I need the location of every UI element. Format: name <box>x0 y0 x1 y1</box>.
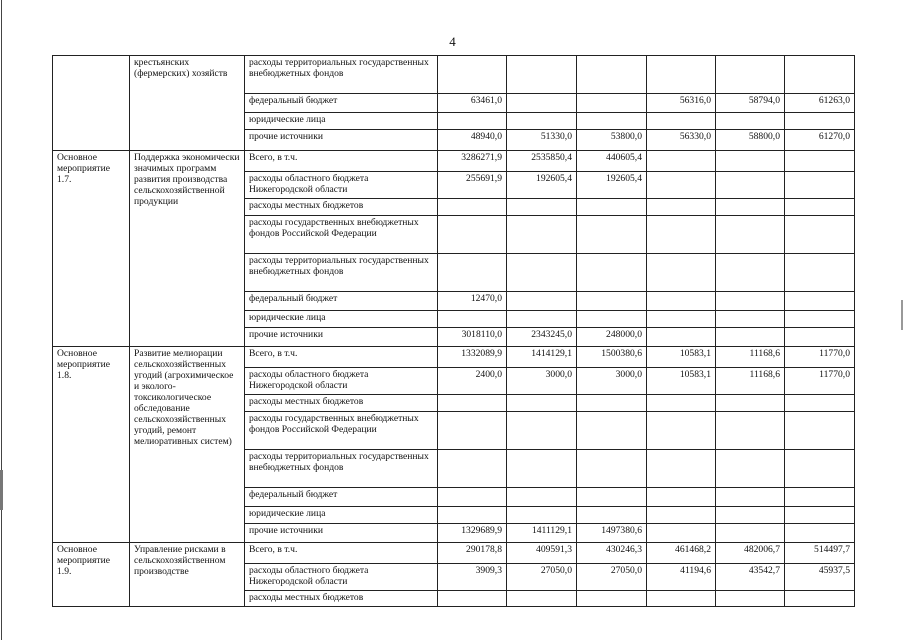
amount-cell: 290178,8 <box>438 543 507 564</box>
amount-cell: 461468,2 <box>647 543 716 564</box>
amount-cell: 1414129,1 <box>507 347 577 368</box>
amount-cell <box>507 395 577 412</box>
funding-source-cell: расходы местных бюджетов <box>245 199 438 216</box>
amount-cell <box>507 199 577 216</box>
amount-cell: 56316,0 <box>647 94 716 113</box>
amount-cell: 3909,3 <box>438 564 507 591</box>
amount-cell <box>647 113 716 130</box>
amount-cell <box>647 254 716 292</box>
funding-source-cell: прочие источники <box>245 130 438 151</box>
amount-cell <box>785 292 855 311</box>
amount-cell <box>438 199 507 216</box>
amount-cell <box>785 151 855 172</box>
amount-cell: 192605,4 <box>577 172 647 199</box>
amount-cell <box>716 488 785 507</box>
amount-cell <box>716 113 785 130</box>
funding-source-cell: федеральный бюджет <box>245 94 438 113</box>
amount-cell <box>438 412 507 450</box>
funding-source-cell: расходы территориальных государственных внебюджетных фондов <box>245 450 438 488</box>
amount-cell: 53800,0 <box>577 130 647 151</box>
funding-source-cell: Всего, в т.ч. <box>245 151 438 172</box>
amount-cell <box>647 395 716 412</box>
amount-cell <box>577 488 647 507</box>
amount-cell <box>647 216 716 254</box>
scan-left-edge <box>1 0 2 640</box>
amount-cell <box>647 507 716 524</box>
amount-cell <box>785 395 855 412</box>
funding-source-cell: расходы государственных внебюджетных фондов Российской Федерации <box>245 216 438 254</box>
amount-cell <box>716 450 785 488</box>
funding-source-cell: Всего, в т.ч. <box>245 543 438 564</box>
amount-cell <box>647 524 716 543</box>
amount-cell <box>507 507 577 524</box>
funding-source-cell: расходы территориальных государственных внебюджетных фондов <box>245 254 438 292</box>
amount-cell <box>438 488 507 507</box>
amount-cell <box>647 412 716 450</box>
amount-cell <box>716 591 785 607</box>
budget-table <box>52 55 855 607</box>
amount-cell: 48940,0 <box>438 130 507 151</box>
amount-cell: 255691,9 <box>438 172 507 199</box>
amount-cell: 58794,0 <box>716 94 785 113</box>
funding-source-cell: федеральный бюджет <box>245 488 438 507</box>
amount-cell: 58800,0 <box>716 130 785 151</box>
amount-cell: 41194,6 <box>647 564 716 591</box>
amount-cell: 409591,3 <box>507 543 577 564</box>
amount-cell <box>716 328 785 347</box>
activity-name-cell: Развитие мелиорации сельскохозяйственных угодий (агрохимическое и эколого-токсикологическое обследование сельскохозяйственных угодий, ремонт мелиоративных систем) <box>130 347 245 543</box>
amount-cell <box>647 199 716 216</box>
amount-cell <box>577 216 647 254</box>
amount-cell <box>785 172 855 199</box>
amount-cell: 1411129,1 <box>507 524 577 543</box>
funding-source-cell: прочие источники <box>245 524 438 543</box>
funding-source-cell: прочие источники <box>245 328 438 347</box>
page-number: 4 <box>449 34 456 49</box>
amount-cell <box>785 56 855 94</box>
amount-cell <box>577 254 647 292</box>
amount-cell <box>577 113 647 130</box>
amount-cell: 11770,0 <box>785 347 855 368</box>
funding-source-cell: расходы областного бюджета Нижегородской области <box>245 564 438 591</box>
amount-cell <box>507 412 577 450</box>
amount-cell <box>507 591 577 607</box>
amount-cell: 12470,0 <box>438 292 507 311</box>
amount-cell <box>577 311 647 328</box>
amount-cell: 3000,0 <box>577 368 647 395</box>
amount-cell <box>716 216 785 254</box>
event-cell: Основное мероприятие 1.7. <box>53 151 130 347</box>
activity-name-cell: Управление рисками в сельскохозяйственном производстве <box>130 543 245 607</box>
amount-cell <box>438 311 507 328</box>
amount-cell <box>577 56 647 94</box>
table-row <box>53 347 855 368</box>
amount-cell <box>647 591 716 607</box>
amount-cell: 514497,7 <box>785 543 855 564</box>
amount-cell <box>716 151 785 172</box>
amount-cell <box>647 328 716 347</box>
funding-source-cell: расходы местных бюджетов <box>245 591 438 607</box>
funding-source-cell: юридические лица <box>245 113 438 130</box>
amount-cell <box>785 507 855 524</box>
amount-cell: 2343245,0 <box>507 328 577 347</box>
amount-cell <box>438 113 507 130</box>
amount-cell <box>438 395 507 412</box>
amount-cell <box>716 412 785 450</box>
amount-cell <box>438 450 507 488</box>
amount-cell <box>507 488 577 507</box>
amount-cell: 11770,0 <box>785 368 855 395</box>
amount-cell: 11168,6 <box>716 347 785 368</box>
event-cell: Основное мероприятие 1.8. <box>53 347 130 543</box>
amount-cell: 10583,1 <box>647 347 716 368</box>
amount-cell <box>785 216 855 254</box>
amount-cell <box>438 507 507 524</box>
amount-cell <box>785 412 855 450</box>
funding-source-cell: федеральный бюджет <box>245 292 438 311</box>
funding-source-cell: юридические лица <box>245 507 438 524</box>
amount-cell <box>507 56 577 94</box>
amount-cell <box>716 524 785 543</box>
amount-cell <box>785 254 855 292</box>
amount-cell <box>507 113 577 130</box>
amount-cell: 3018110,0 <box>438 328 507 347</box>
amount-cell: 430246,3 <box>577 543 647 564</box>
amount-cell <box>647 450 716 488</box>
amount-cell: 43542,7 <box>716 564 785 591</box>
amount-cell: 56330,0 <box>647 130 716 151</box>
amount-cell <box>507 311 577 328</box>
amount-cell <box>438 591 507 607</box>
amount-cell <box>507 216 577 254</box>
amount-cell <box>577 591 647 607</box>
amount-cell: 192605,4 <box>507 172 577 199</box>
amount-cell: 10583,1 <box>647 368 716 395</box>
amount-cell <box>716 395 785 412</box>
amount-cell: 61270,0 <box>785 130 855 151</box>
amount-cell <box>577 292 647 311</box>
amount-cell: 1329689,9 <box>438 524 507 543</box>
amount-cell <box>647 488 716 507</box>
funding-source-cell: юридические лица <box>245 311 438 328</box>
amount-cell <box>577 94 647 113</box>
amount-cell <box>507 94 577 113</box>
amount-cell <box>507 254 577 292</box>
amount-cell <box>785 328 855 347</box>
amount-cell <box>785 524 855 543</box>
amount-cell <box>577 507 647 524</box>
amount-cell <box>577 395 647 412</box>
amount-cell <box>647 292 716 311</box>
activity-name-cell: крестьянских (фермерских) хозяйств <box>130 56 245 151</box>
amount-cell: 27050,0 <box>577 564 647 591</box>
amount-cell <box>577 412 647 450</box>
amount-cell <box>577 199 647 216</box>
event-cell <box>53 56 130 151</box>
amount-cell <box>716 199 785 216</box>
amount-cell: 1500380,6 <box>577 347 647 368</box>
amount-cell: 51330,0 <box>507 130 577 151</box>
funding-source-cell: расходы государственных внебюджетных фондов Российской Федерации <box>245 412 438 450</box>
amount-cell: 61263,0 <box>785 94 855 113</box>
amount-cell: 1497380,6 <box>577 524 647 543</box>
amount-cell: 2535850,4 <box>507 151 577 172</box>
table-row <box>53 543 855 564</box>
amount-cell: 63461,0 <box>438 94 507 113</box>
amount-cell: 248000,0 <box>577 328 647 347</box>
amount-cell <box>507 450 577 488</box>
amount-cell <box>785 488 855 507</box>
amount-cell <box>716 56 785 94</box>
amount-cell <box>785 199 855 216</box>
funding-source-cell: расходы территориальных государственных внебюджетных фондов <box>245 56 438 94</box>
amount-cell: 1332089,9 <box>438 347 507 368</box>
amount-cell <box>785 311 855 328</box>
amount-cell <box>716 254 785 292</box>
amount-cell <box>785 591 855 607</box>
amount-cell <box>507 292 577 311</box>
amount-cell: 27050,0 <box>507 564 577 591</box>
amount-cell <box>647 172 716 199</box>
activity-name-cell: Поддержка экономически значимых программ развития производства сельскохозяйственной продукции <box>130 151 245 347</box>
amount-cell: 45937,5 <box>785 564 855 591</box>
table-row <box>53 56 855 94</box>
amount-cell: 3286271,9 <box>438 151 507 172</box>
amount-cell <box>785 450 855 488</box>
event-cell: Основное мероприятие 1.9. <box>53 543 130 607</box>
amount-cell <box>716 311 785 328</box>
amount-cell: 3000,0 <box>507 368 577 395</box>
amount-cell <box>647 311 716 328</box>
scan-edge-mark <box>0 470 3 510</box>
amount-cell <box>716 292 785 311</box>
amount-cell <box>438 56 507 94</box>
amount-cell <box>647 151 716 172</box>
scan-right-mark <box>901 300 903 330</box>
funding-source-cell: расходы областного бюджета Нижегородской области <box>245 368 438 395</box>
amount-cell: 11168,6 <box>716 368 785 395</box>
funding-source-cell: Всего, в т.ч. <box>245 347 438 368</box>
amount-cell <box>716 172 785 199</box>
amount-cell <box>438 254 507 292</box>
amount-cell: 2400,0 <box>438 368 507 395</box>
table-row <box>53 151 855 172</box>
amount-cell: 440605,4 <box>577 151 647 172</box>
amount-cell <box>785 113 855 130</box>
funding-source-cell: расходы местных бюджетов <box>245 395 438 412</box>
amount-cell <box>716 507 785 524</box>
amount-cell <box>438 216 507 254</box>
amount-cell: 482006,7 <box>716 543 785 564</box>
amount-cell <box>647 56 716 94</box>
funding-source-cell: расходы областного бюджета Нижегородской области <box>245 172 438 199</box>
amount-cell <box>577 450 647 488</box>
